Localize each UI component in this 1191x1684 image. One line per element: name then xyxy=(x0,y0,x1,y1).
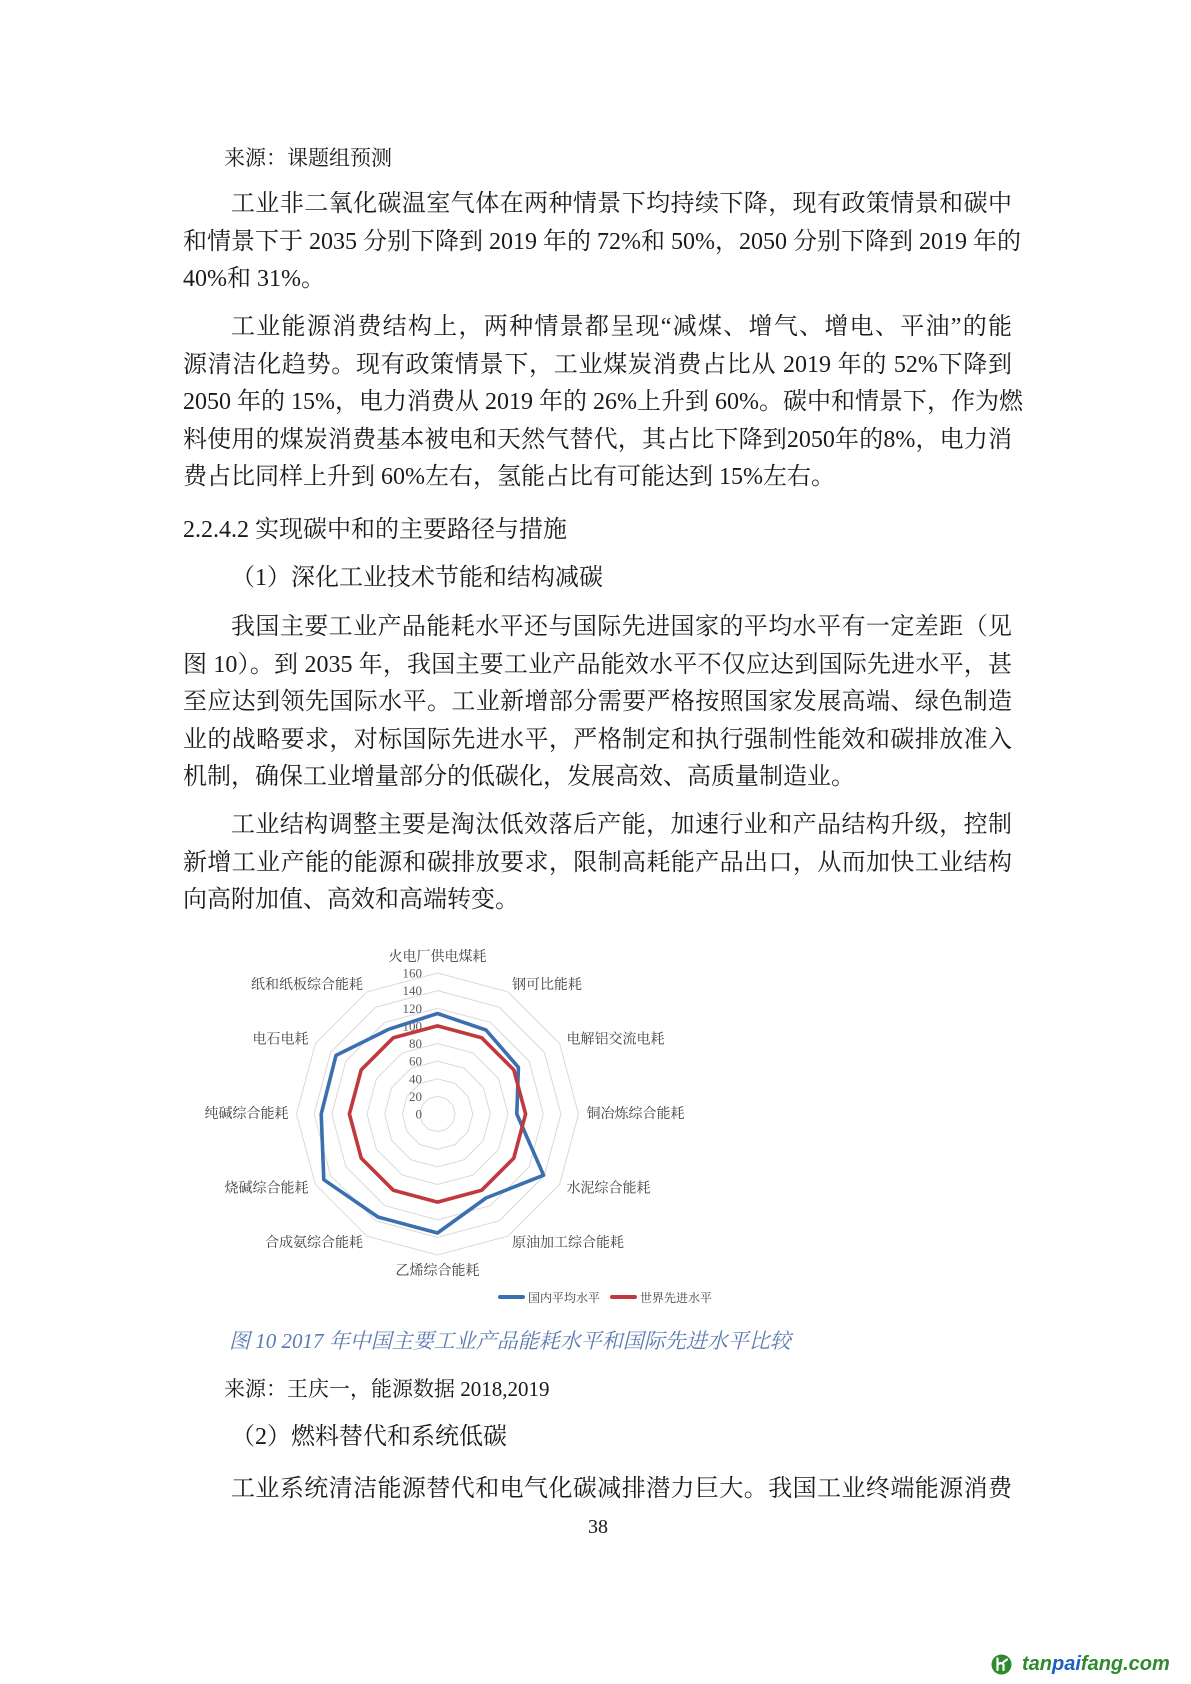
category-label: 电解铝交流电耗 xyxy=(566,1031,665,1048)
text-line: 业的战略要求，对标国际先进水平，严格制定和执行强制性能效和碳排放准入 xyxy=(183,726,1012,753)
legend-swatch-red xyxy=(610,1295,637,1299)
figure-caption: 图 10 2017 年中国主要工业产品能耗水平和国际先进水平比较 xyxy=(229,1329,791,1353)
text-line: 新增工业产能的能源和碳排放要求，限制高耗能产品出口，从而加快工业结构 xyxy=(183,849,1012,876)
r-tick-label: 160 xyxy=(402,965,422,981)
legend-item-domestic-average xyxy=(498,1289,600,1306)
paragraph-non-co2-emissions xyxy=(183,186,1021,299)
category-label: 合成氨综合能耗 xyxy=(265,1235,363,1251)
gridline-ring xyxy=(349,1026,525,1202)
category-label: 钢可比能耗 xyxy=(512,977,582,993)
paragraph-structural-adjustment xyxy=(183,807,1012,920)
category-label: 原油加工综合能耗 xyxy=(512,1235,624,1251)
series-line-world-advanced xyxy=(349,1026,525,1202)
figure-10-radar-chart xyxy=(180,930,740,1320)
gridline-ring xyxy=(367,1044,508,1185)
text-line: 图 10）。到 2035 年，我国主要工业产品能效水平不仅应达到国际先进水平，甚 xyxy=(183,651,1012,678)
category-label: 纸和纸板综合能耗 xyxy=(251,977,363,993)
text-line: 源清洁化趋势。现有政策情景下，工业煤炭消费占比从 2019 年的 52%下降到 xyxy=(183,351,1012,378)
radar-chart-svg xyxy=(180,930,740,1320)
category-label: 纯碱综合能耗 xyxy=(204,1106,289,1122)
paragraph-energy-structure xyxy=(183,309,1023,497)
legend-item-world-advanced xyxy=(610,1289,712,1306)
gridline-ring xyxy=(420,1096,455,1131)
subheading-1 xyxy=(183,560,1012,598)
watermark-text-part: pai xyxy=(1052,1652,1081,1675)
r-tick-label: 40 xyxy=(409,1071,422,1087)
text-line: 工业能源消费结构上，两种情景都呈现“减煤、增气、增电、平油”的能 xyxy=(231,314,1012,340)
subheading-2 xyxy=(183,1419,1012,1457)
subheading-text: （1）深化工业技术节能和结构减碳 xyxy=(231,565,603,591)
category-label: 乙烯综合能耗 xyxy=(395,1263,480,1279)
tanpaifang-logo-icon xyxy=(991,1654,1012,1675)
r-tick-label: 60 xyxy=(409,1053,422,1069)
source-note: 来源：王庆一，能源数据 2018,2019 xyxy=(224,1377,550,1401)
text-line: 料使用的煤炭消费基本被电和天然气替代，其占比下降到2050年的8%，电力消 xyxy=(183,426,1012,453)
legend-swatch-blue xyxy=(498,1295,525,1299)
section-heading-text: 2.2.4.2 实现碳中和的主要路径与措施 xyxy=(183,517,567,543)
text-line: 和情景下于 2035 分别下降到 2019 年的 72%和 50%，2050 分别下降到 2019 年的 xyxy=(183,228,1021,255)
text-line: 向高附加值、高效和高端转变。 xyxy=(183,887,519,914)
r-tick-label: 80 xyxy=(409,1036,422,1051)
r-tick-label: 0 xyxy=(415,1106,422,1122)
r-tick-label: 140 xyxy=(402,983,422,999)
text-line: 工业系统清洁能源替代和电气化碳减排潜力巨大。我国工业终端能源消费 xyxy=(231,1476,1012,1502)
r-tick-label: 20 xyxy=(409,1088,422,1104)
r-tick-label: 100 xyxy=(402,1018,422,1034)
category-label: 烧碱综合能耗 xyxy=(224,1180,309,1197)
section-heading xyxy=(183,512,1012,550)
paragraph-fuel-substitution xyxy=(183,1471,1012,1509)
source-note: 来源：课题组预测 xyxy=(224,146,392,170)
text-line: 费占比同样上升到 60%左右，氢能占比有可能达到 15%左右。 xyxy=(183,464,835,491)
category-label: 电石电耗 xyxy=(252,1031,309,1048)
page-number: 38 xyxy=(588,1516,608,1538)
subheading-text: （2）燃料替代和系统低碳 xyxy=(231,1424,507,1450)
text-line: 至应达到领先国际水平。工业新增部分需要严格按照国家发展高端、绿色制造 xyxy=(183,689,1012,716)
text-line: 工业结构调整主要是淘汰低效落后产能，加速行业和产品结构升级，控制 xyxy=(231,812,1012,838)
category-label: 水泥综合能耗 xyxy=(566,1180,651,1197)
legend-label: 国内平均水平 xyxy=(528,1290,601,1305)
watermark xyxy=(991,1652,1170,1676)
text-line: 工业非二氧化碳温室气体在两种情景下均持续下降，现有政策情景和碳中 xyxy=(231,191,1012,217)
paragraph-energy-efficiency xyxy=(183,609,1012,797)
text-line: 我国主要工业产品能耗水平还与国际先进国家的平均水平有一定差距（见 xyxy=(231,614,1012,640)
radar-series-lines xyxy=(321,1014,543,1234)
watermark-text-part: tan xyxy=(1022,1652,1052,1675)
text-line: 40%和 31%。 xyxy=(183,266,325,293)
chart-legend xyxy=(498,1289,712,1305)
watermark-text-part: fang.com xyxy=(1080,1652,1170,1675)
radar-tick-labels xyxy=(403,966,423,1122)
category-label: 铜冶炼综合能耗 xyxy=(586,1106,685,1122)
legend-label: 世界先进水平 xyxy=(640,1290,713,1305)
r-tick-label: 120 xyxy=(402,1000,422,1016)
text-line: 机制，确保工业增量部分的低碳化，发展高效、高质量制造业。 xyxy=(183,764,855,791)
category-label: 火电厂供电煤耗 xyxy=(388,949,487,965)
text-line: 2050 年的 15%，电力消费从 2019 年的 26%上升到 60%。碳中和情景下，作为燃 xyxy=(183,389,1023,416)
gridline-ring xyxy=(385,1061,491,1167)
